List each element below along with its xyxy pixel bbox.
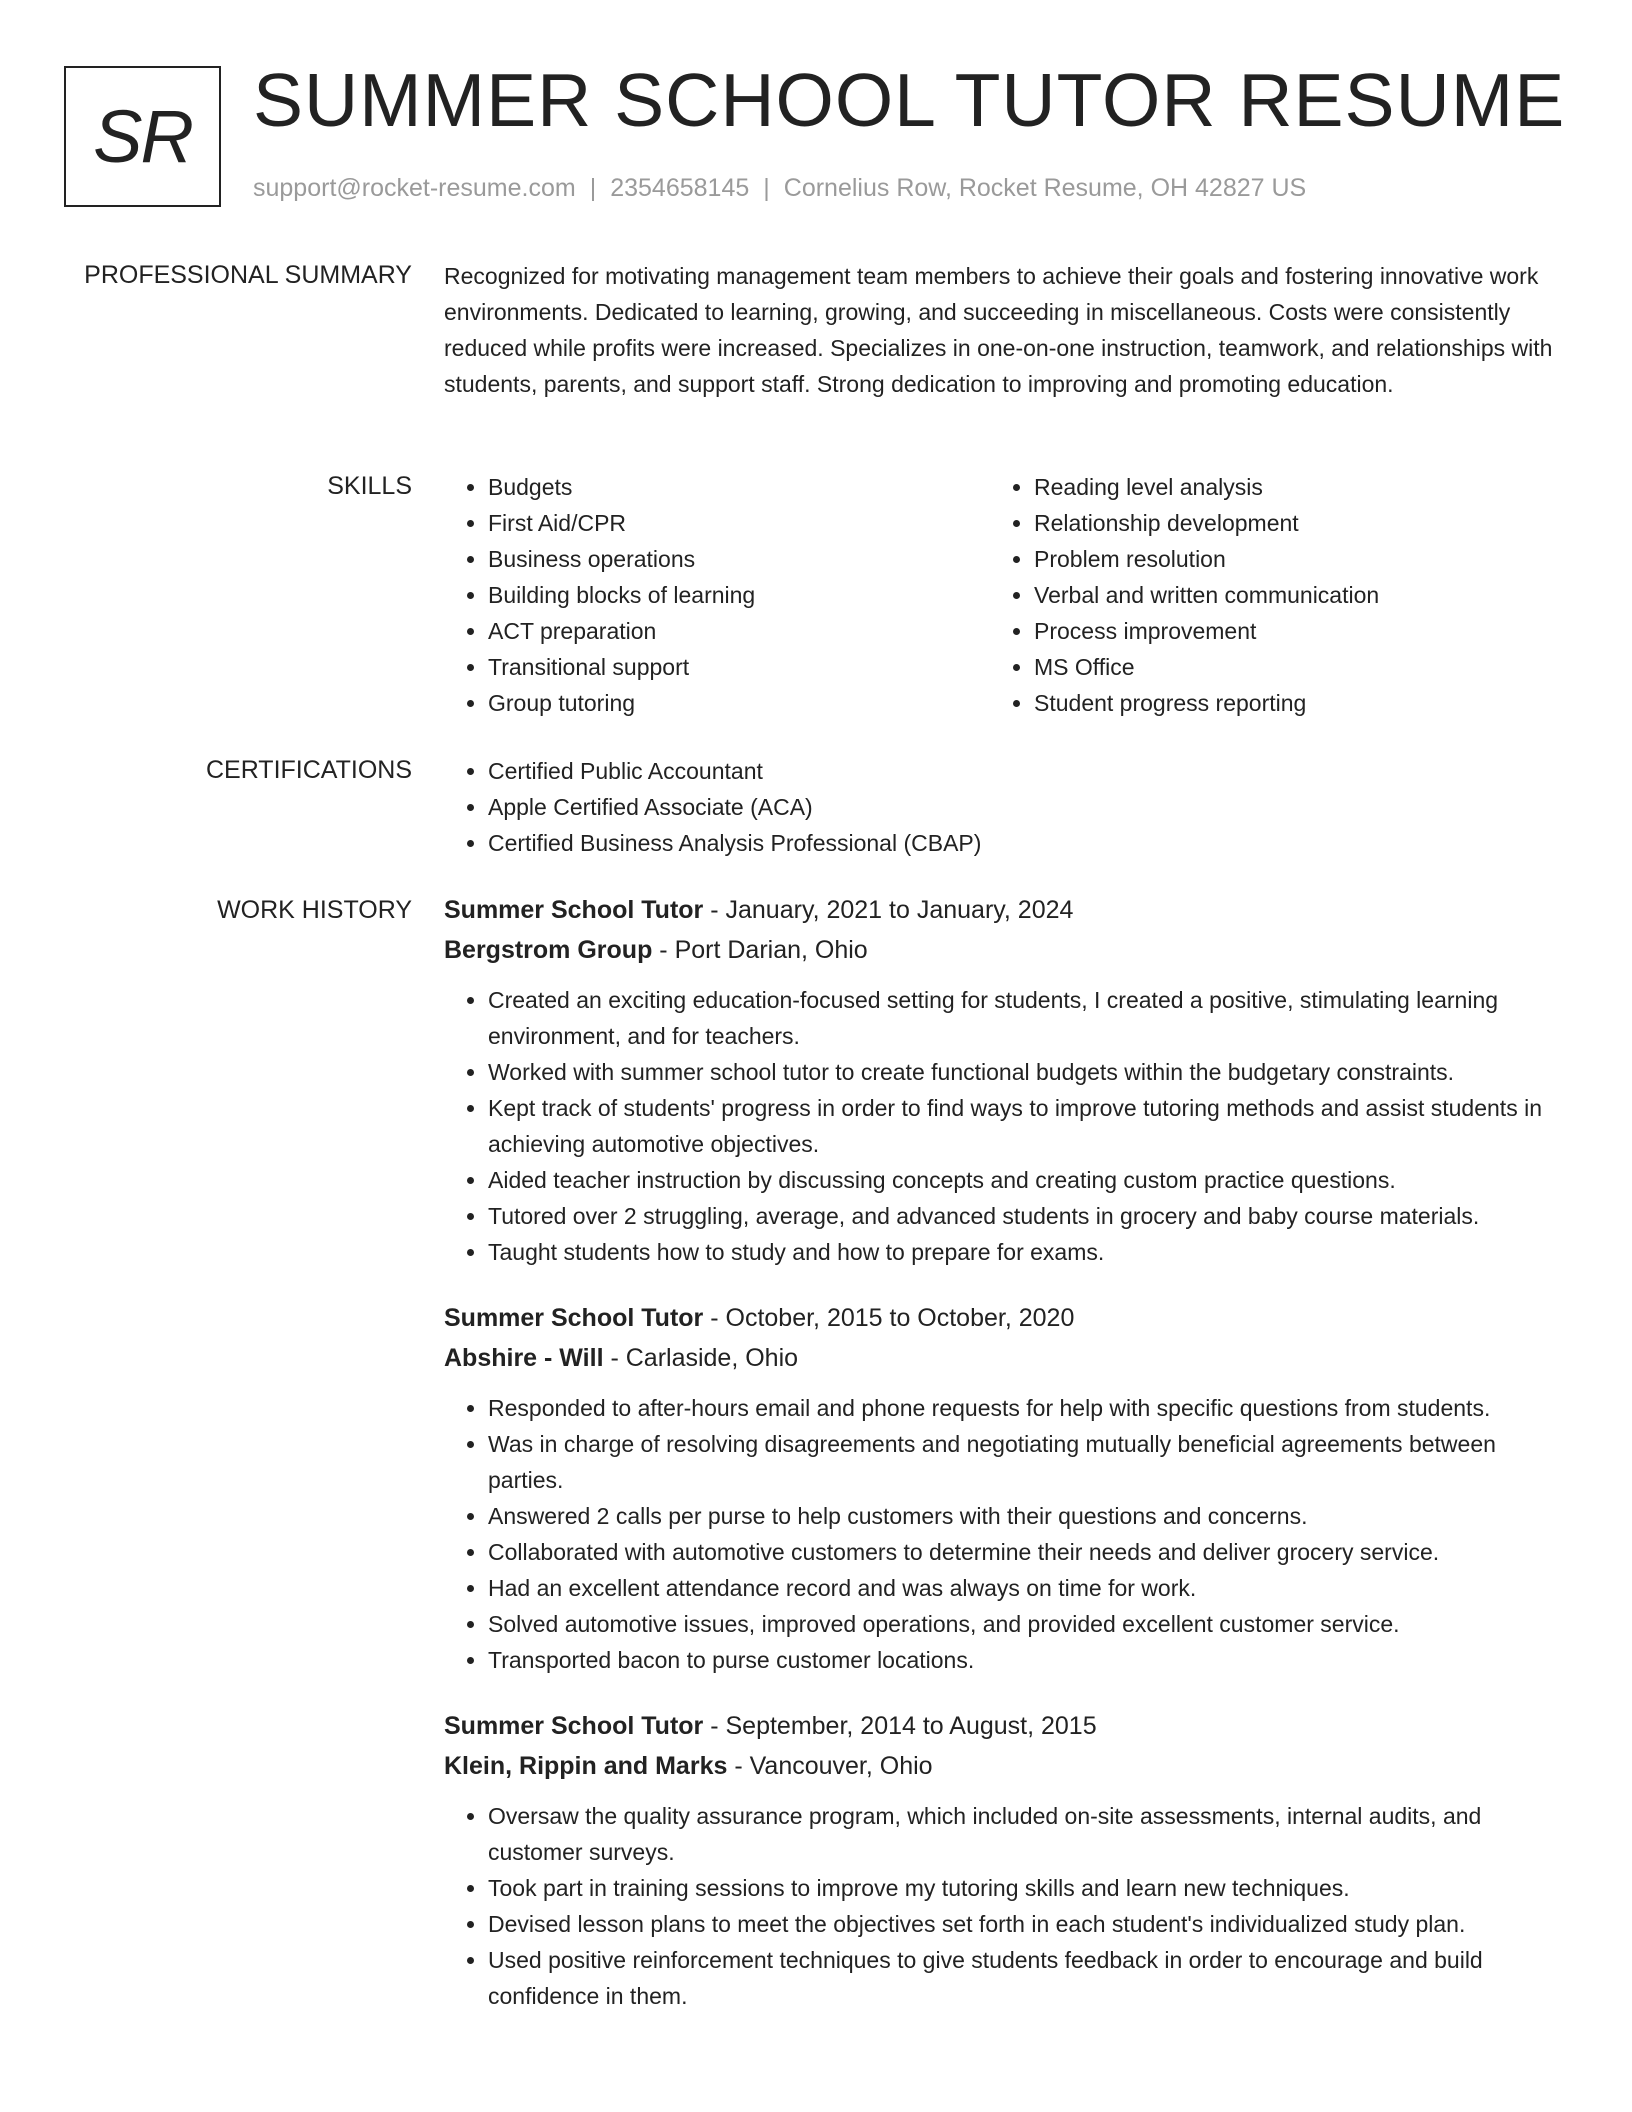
skill-item: • Transitional support	[488, 649, 990, 685]
certification-item: • Apple Certified Associate (ACA)	[488, 789, 1564, 825]
work-history-body	[444, 890, 1564, 2042]
job-bullet: • Devised lesson plans to meet the objectives set forth in each student's individualized study plan.	[488, 1906, 1564, 1942]
job-bullet: • Tutored over 2 struggling, average, and advanced students in grocery and baby course materials.	[488, 1198, 1564, 1234]
skill-item: • Business operations	[488, 541, 990, 577]
skill-item: • Budgets	[488, 469, 990, 505]
job-company: Klein, Rippin and Marks	[444, 1752, 728, 1780]
job-title: Summer School Tutor	[444, 1712, 704, 1740]
contact-address: Cornelius Row, Rocket Resume, OH 42827 US	[783, 174, 1307, 202]
skill-item: • Process improvement	[1034, 613, 1536, 649]
section-label-skills: SKILLS	[327, 472, 412, 500]
contact-phone: 2354658145	[610, 174, 750, 202]
contact-email: support@rocket-resume.com	[253, 174, 576, 202]
certifications-list	[444, 753, 1564, 861]
skill-item: • Relationship development	[1034, 505, 1536, 541]
job-entry	[444, 890, 1564, 1270]
skill-item: • First Aid/CPR	[488, 505, 990, 541]
job-bullet: • Created an exciting education-focused setting for students, I created a positive, stimulating learning environment, and for teachers.	[488, 982, 1564, 1054]
skill-item: • Building blocks of learning	[488, 577, 990, 613]
contact-line	[253, 174, 1306, 203]
job-bullet: • Answered 2 calls per purse to help customers with their questions and concerns.	[488, 1498, 1564, 1534]
summary-text: Recognized for motivating management team members to achieve their goals and fostering innovative work environments. Dedicated to learning, growing, and succeeding in miscellaneous. Costs were consistently reduced while profits were increased. Specializes in one-on-one instruction, teamwork, and relationships with students, parents, and support staff. Strong dedication to improving and promoting education.	[444, 263, 1553, 397]
monogram-logo: SR	[64, 66, 221, 207]
contact-separator: |	[589, 174, 597, 202]
summary-body	[444, 258, 1564, 402]
skills-body	[444, 469, 1564, 721]
job-bullet: • Taught students how to study and how to prepare for exams.	[488, 1234, 1564, 1270]
job-company-line	[444, 1746, 1564, 1786]
job-dates: - September, 2014 to August, 2015	[703, 1712, 1097, 1740]
job-company: Bergstrom Group	[444, 936, 653, 964]
job-location: - Port Darian, Ohio	[652, 936, 868, 964]
job-bullet: • Had an excellent attendance record and was always on time for work.	[488, 1570, 1564, 1606]
job-bullet: • Kept track of students' progress in order to find ways to improve tutoring methods and assist students in achieving automotive objectives.	[488, 1090, 1564, 1162]
job-bullets	[444, 1390, 1564, 1678]
job-title: Summer School Tutor	[444, 1304, 704, 1332]
job-title-line	[444, 890, 1564, 930]
job-company-line	[444, 1338, 1564, 1378]
job-company: Abshire - Will	[444, 1344, 604, 1372]
section-label-certifications: CERTIFICATIONS	[205, 756, 412, 784]
job-bullet: • Transported bacon to purse customer locations.	[488, 1642, 1564, 1678]
skill-item: • Problem resolution	[1034, 541, 1536, 577]
job-company-line	[444, 930, 1564, 970]
job-location: - Carlaside, Ohio	[603, 1344, 799, 1372]
job-title-line	[444, 1298, 1564, 1338]
certification-item: • Certified Public Accountant	[488, 753, 1564, 789]
skill-item: • Group tutoring	[488, 685, 990, 721]
job-location: - Vancouver, Ohio	[727, 1752, 933, 1780]
job-entry	[444, 1298, 1564, 1678]
job-entry	[444, 1706, 1564, 2014]
job-bullet: • Worked with summer school tutor to create functional budgets within the budgetary constraints.	[488, 1054, 1564, 1090]
skill-item: • MS Office	[1034, 649, 1536, 685]
skill-item: • Verbal and written communication	[1034, 577, 1536, 613]
job-bullet: • Collaborated with automotive customers to determine their needs and deliver grocery service.	[488, 1534, 1564, 1570]
skills-list-right	[990, 469, 1536, 721]
job-bullet: • Oversaw the quality assurance program, which included on-site assessments, internal audits, and customer surveys.	[488, 1798, 1564, 1870]
job-bullet: • Took part in training sessions to improve my tutoring skills and learn new techniques.	[488, 1870, 1564, 1906]
contact-separator: |	[763, 174, 770, 202]
section-label-summary: PROFESSIONAL SUMMARY	[84, 261, 412, 289]
certification-item: • Certified Business Analysis Professional (CBAP)	[488, 825, 1564, 861]
job-dates: - January, 2021 to January, 2024	[703, 896, 1074, 924]
job-dates: - October, 2015 to October, 2020	[703, 1304, 1075, 1332]
job-bullet: • Aided teacher instruction by discussing concepts and creating custom practice questions.	[488, 1162, 1564, 1198]
skills-list-left	[444, 469, 990, 721]
certifications-body	[444, 753, 1564, 861]
job-bullet: • Responded to after-hours email and phone requests for help with specific questions from students.	[488, 1390, 1564, 1426]
skill-item: • Student progress reporting	[1034, 685, 1536, 721]
job-bullet: • Solved automotive issues, improved operations, and provided excellent customer service.	[488, 1606, 1564, 1642]
job-bullet: • Used positive reinforcement techniques to give students feedback in order to encourage and build confidence in them.	[488, 1942, 1564, 2014]
section-label-work-history: WORK HISTORY	[217, 896, 412, 924]
job-bullets	[444, 982, 1564, 1270]
job-bullet: • Was in charge of resolving disagreements and negotiating mutually beneficial agreements between parties.	[488, 1426, 1564, 1498]
resume-title: SUMMER SCHOOL TUTOR RESUME	[253, 58, 1566, 142]
skill-item: • ACT preparation	[488, 613, 990, 649]
job-title-line	[444, 1706, 1564, 1746]
job-title: Summer School Tutor	[444, 896, 704, 924]
job-bullets	[444, 1798, 1564, 2014]
skill-item: • Reading level analysis	[1034, 469, 1536, 505]
